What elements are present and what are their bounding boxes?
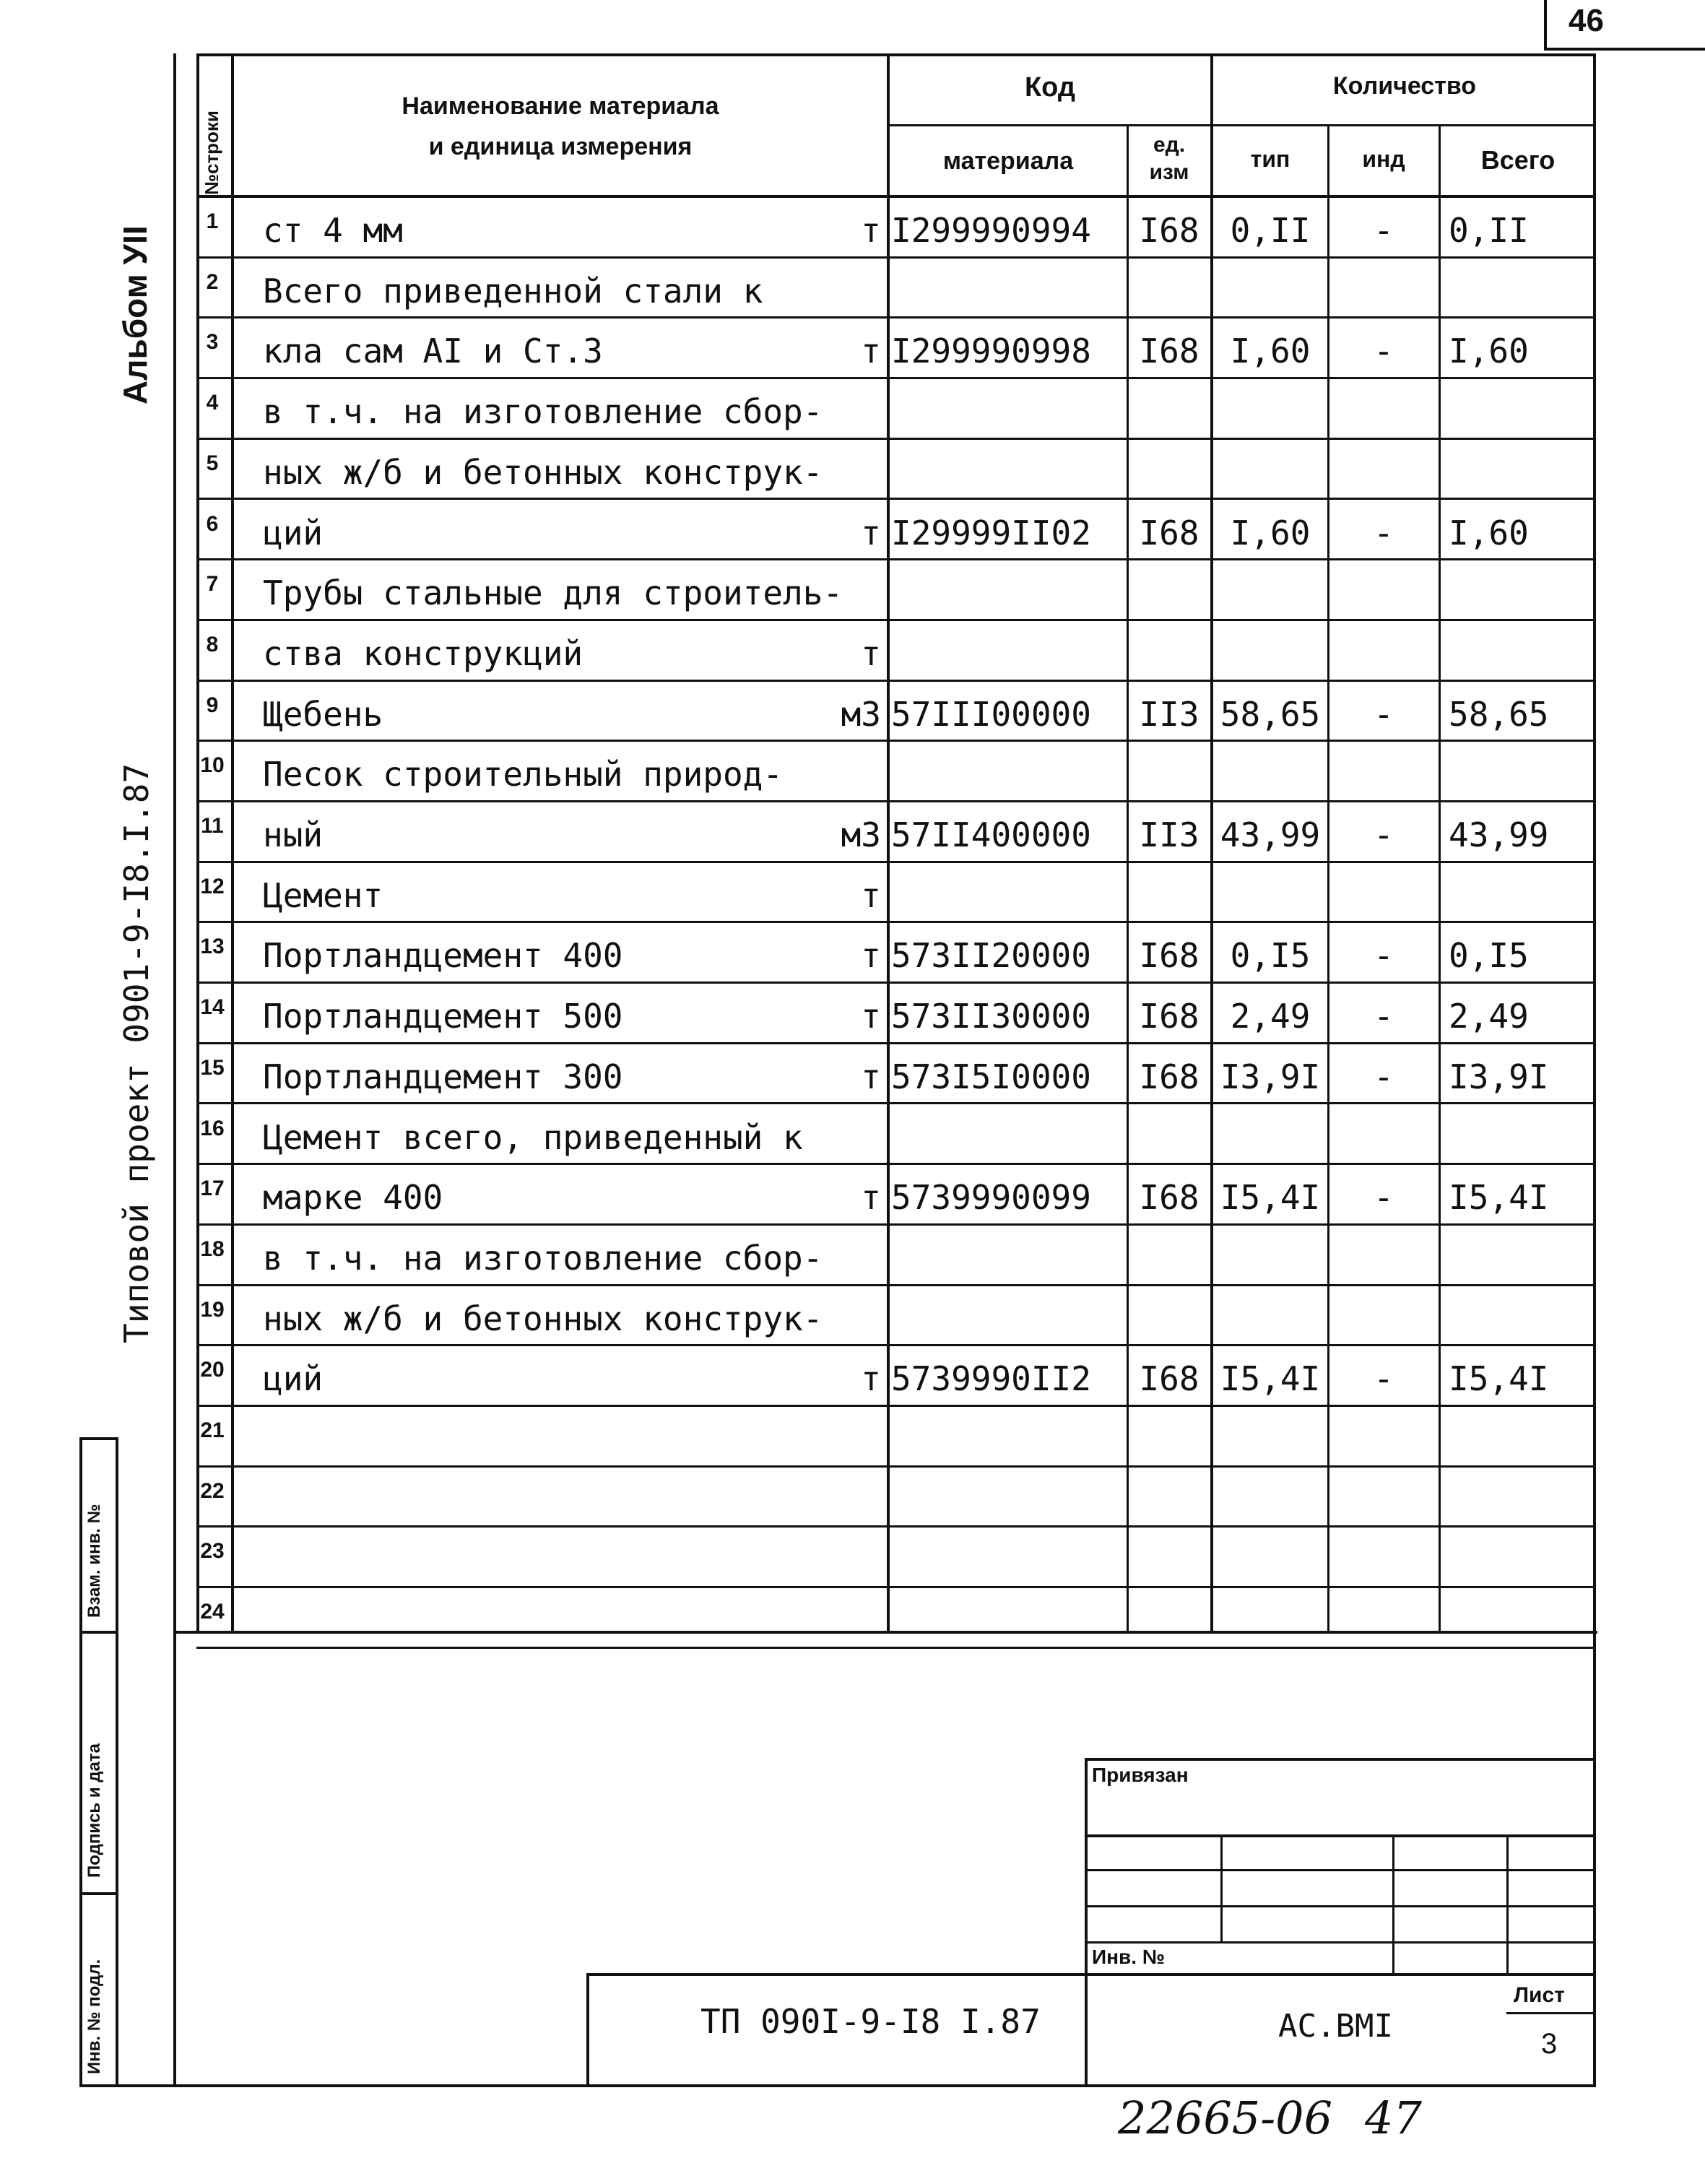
row-number: 20 [200, 1358, 225, 1382]
sheet-code: АС.ВМI [1278, 2008, 1393, 2045]
row-qty-total: 43,99 [1449, 815, 1549, 854]
row-unit-code: I68 [1139, 332, 1199, 371]
table-row [173, 742, 1596, 802]
row-material-code: 573II20000 [891, 936, 1091, 976]
row-unit: т [861, 1057, 881, 1096]
header-ind: инд [1362, 146, 1405, 172]
header-name-line1: Наименование материала [402, 92, 719, 120]
row-number: 7 [206, 572, 219, 597]
sheet-number: 3 [1541, 2028, 1558, 2060]
table-row [173, 682, 1596, 742]
table-row [173, 318, 1596, 379]
row-name: Цемент [263, 875, 383, 915]
row-material-code: 57III00000 [891, 694, 1091, 734]
row-number: 6 [206, 511, 219, 536]
row-unit: т [861, 1178, 881, 1218]
row-unit: т [861, 332, 881, 371]
row-qty-ind: - [1374, 332, 1394, 371]
header-unit-2: изм [1149, 160, 1189, 184]
row-number: 17 [200, 1176, 225, 1201]
row-number: 9 [206, 693, 219, 717]
row-qty-typ: I,60 [1230, 332, 1311, 371]
row-unit-code: II3 [1139, 815, 1199, 854]
row-number: 18 [200, 1236, 225, 1261]
table-row [173, 1407, 1596, 1468]
row-name: ных ж/б и бетонных конструк- [263, 452, 823, 492]
table-row [173, 1286, 1596, 1347]
row-qty-ind: - [1374, 1178, 1394, 1218]
privyazan-label: Привязан [1092, 1764, 1189, 1786]
row-qty-total: I3,9I [1449, 1057, 1549, 1096]
table-row [173, 560, 1596, 621]
row-name: Цемент всего, приведенный к [263, 1117, 803, 1157]
doc-code: ТП 090I-9-I8 I.87 [700, 2002, 1041, 2041]
row-material-code: 573I5I0000 [891, 1057, 1091, 1096]
row-qty-total: I5,4I [1449, 1359, 1549, 1399]
table-row [173, 984, 1596, 1044]
row-number: 8 [206, 632, 219, 656]
sheet-label: Лист [1514, 1983, 1565, 2007]
row-number: 2 [206, 269, 219, 294]
row-material-code: I299990994 [891, 211, 1091, 250]
row-number: 24 [200, 1600, 225, 1624]
row-number: 12 [200, 874, 225, 898]
row-qty-total: 2,49 [1449, 997, 1529, 1036]
album-label: Альбом УII [116, 225, 154, 404]
row-number: 21 [200, 1418, 225, 1442]
row-name: Песок строительный природ- [263, 755, 784, 794]
table-row [173, 500, 1596, 561]
row-unit: м3 [841, 694, 881, 734]
row-number: 19 [200, 1297, 225, 1322]
row-qty-total: I,60 [1449, 513, 1529, 552]
table-row [173, 1165, 1596, 1226]
row-name: Трубы стальные для строитель- [263, 573, 843, 613]
row-qty-total: 0,II [1449, 211, 1529, 250]
row-name: в т.ч. на изготовление сбор- [263, 392, 823, 432]
table-row [173, 198, 1596, 259]
row-number: 5 [206, 451, 219, 475]
row-number: 16 [200, 1116, 225, 1140]
row-name: Портландцемент 300 [263, 1057, 623, 1096]
table-row [173, 1105, 1596, 1166]
table-row [173, 802, 1596, 863]
table-row [173, 1468, 1596, 1528]
row-name: ства конструкций [263, 633, 583, 673]
row-number: 15 [200, 1055, 225, 1080]
row-name: ций [263, 1359, 324, 1399]
table-row [173, 259, 1596, 319]
table-row [173, 621, 1596, 682]
row-unit-code: I68 [1139, 1178, 1199, 1218]
row-qty-typ: 2,49 [1230, 997, 1311, 1036]
table-row [173, 440, 1596, 500]
row-name: Всего приведенной стали к [263, 271, 763, 311]
archive-page: 47 [1365, 2092, 1422, 2144]
header-total: Всего [1480, 145, 1556, 175]
row-qty-ind: - [1374, 997, 1394, 1036]
row-name: Портландцемент 500 [263, 997, 623, 1036]
row-qty-ind: - [1374, 211, 1394, 250]
table-row [173, 923, 1596, 984]
row-qty-total: 0,I5 [1449, 936, 1529, 976]
row-material-code: I299990998 [891, 332, 1091, 371]
row-qty-total: 58,65 [1449, 694, 1549, 734]
header-unit-1: ед. [1153, 133, 1186, 157]
row-qty-ind: - [1374, 1057, 1394, 1096]
row-number: 22 [200, 1478, 225, 1503]
row-name: марке 400 [263, 1178, 443, 1218]
table-row [173, 1044, 1596, 1105]
row-unit-code: I68 [1139, 997, 1199, 1036]
header-quantity: Количество [1332, 72, 1477, 100]
row-material-code: 57II400000 [891, 815, 1091, 854]
row-number: 3 [206, 330, 219, 355]
row-qty-ind: - [1374, 1359, 1394, 1399]
table-row [173, 1346, 1596, 1407]
row-number: 10 [200, 753, 225, 778]
project-label: Типовой проект 0901-9-I8.I.87 [117, 763, 156, 1343]
header-row-no: №строки [201, 110, 222, 195]
row-qty-typ: 0,I5 [1230, 936, 1311, 976]
row-name: кла сам АI и Ст.3 [263, 332, 603, 371]
materials-table [173, 53, 1596, 1634]
row-divider [196, 1647, 1596, 1649]
archive-number: 22665-06 [1118, 2092, 1333, 2144]
table-row [173, 863, 1596, 924]
row-qty-typ: I5,4I [1220, 1178, 1321, 1218]
row-unit: т [861, 997, 881, 1036]
page-number: 46 [1569, 3, 1604, 38]
row-unit: т [861, 1359, 881, 1399]
table-row [173, 379, 1596, 440]
header-material: материала [942, 147, 1074, 175]
row-material-code: 5739990II2 [891, 1359, 1091, 1399]
row-material-code: 573II30000 [891, 997, 1091, 1036]
row-qty-typ: I3,9I [1220, 1057, 1321, 1096]
row-qty-total: I5,4I [1449, 1178, 1549, 1218]
header-code: Код [1024, 72, 1076, 103]
table-row [173, 1588, 1596, 1649]
row-name: ций [263, 513, 324, 552]
row-qty-typ: 0,II [1230, 211, 1311, 250]
row-number: 1 [206, 209, 219, 233]
inv-no-label: Инв. № [1092, 1946, 1166, 1968]
table-row [173, 1226, 1596, 1286]
header-name-line2: и единица измерения [428, 133, 693, 160]
row-material-code: 5739990099 [891, 1178, 1091, 1218]
row-number: 11 [201, 814, 224, 838]
row-name: в т.ч. на изготовление сбор- [263, 1238, 823, 1278]
row-unit: т [861, 633, 881, 673]
row-number: 4 [206, 391, 219, 415]
row-number: 13 [200, 935, 225, 959]
row-unit: т [861, 936, 881, 976]
row-unit-code: II3 [1139, 694, 1199, 734]
row-name: ный [263, 815, 324, 854]
row-name: Портландцемент 400 [263, 936, 623, 976]
row-material-code: I29999II02 [891, 513, 1091, 552]
header-typ: тип [1250, 146, 1290, 172]
row-number: 14 [200, 995, 225, 1020]
row-qty-typ: I5,4I [1220, 1359, 1321, 1399]
row-qty-total: I,60 [1449, 332, 1529, 371]
row-qty-typ: I,60 [1230, 513, 1311, 552]
stamp-label-inv-podl: Инв. № подл. [84, 1959, 104, 2074]
row-qty-ind: - [1374, 694, 1394, 734]
row-qty-ind: - [1374, 815, 1394, 854]
row-unit-code: I68 [1139, 936, 1199, 976]
row-qty-typ: 58,65 [1220, 694, 1321, 734]
row-unit-code: I68 [1139, 1359, 1199, 1399]
row-name: ных ж/б и бетонных конструк- [263, 1299, 823, 1338]
row-qty-ind: - [1374, 936, 1394, 976]
row-unit: м3 [841, 815, 881, 854]
row-unit-code: I68 [1139, 1057, 1199, 1096]
stamp-label-vzam: Взам. инв. № [84, 1504, 104, 1618]
row-unit-code: I68 [1139, 211, 1199, 250]
row-unit-code: I68 [1139, 513, 1199, 552]
row-number: 23 [200, 1539, 225, 1564]
row-name: Щебень [263, 694, 383, 734]
row-qty-ind: - [1374, 513, 1394, 552]
table-row [173, 1528, 1596, 1588]
row-unit: т [861, 875, 881, 915]
row-name: ст 4 мм [263, 211, 403, 250]
row-unit: т [861, 513, 881, 552]
stamp-label-signature: Подпись и дата [84, 1743, 104, 1878]
row-unit: т [861, 211, 881, 250]
row-qty-typ: 43,99 [1220, 815, 1321, 854]
